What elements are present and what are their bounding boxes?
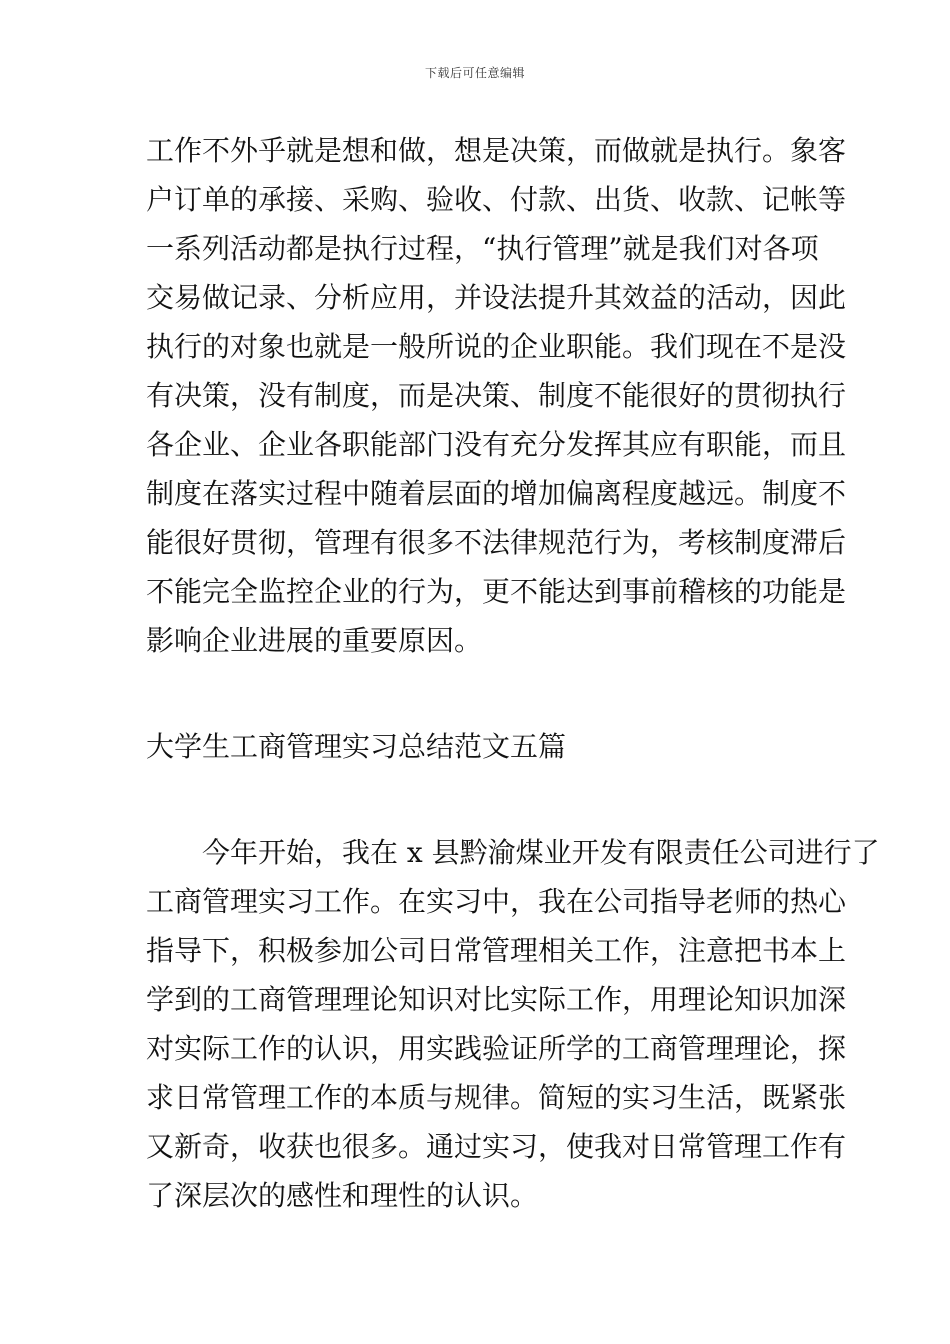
paragraph-line: 制度在落实过程中随着层面的增加偏离程度越远。制度不 [146,477,847,510]
paragraph-line: 执行的对象也就是一般所说的企业职能。我们现在不是没 [146,330,847,363]
paragraph-line: 学到的工商管理理论知识对比实际工作，用理论知识加深 [146,983,847,1016]
paragraph-line: 又新奇，收获也很多。通过实习，使我对日常管理工作有 [146,1130,847,1163]
paragraph-line: 指导下，积极参加公司日常管理相关工作，注意把书本上 [146,934,847,967]
paragraph-line: 工作不外乎就是想和做，想是决策，而做就是执行。象客 [146,134,847,167]
page-header: 下载后可任意编辑 [424,66,525,80]
paragraph-line: 求日常管理工作的本质与规律。简短的实习生活，既紧张 [146,1081,847,1114]
paragraph-line: 今年开始，我在 x 县黔渝煤业开发有限责任公司进行了 [202,836,880,869]
paragraph-line: 了深层次的感性和理性的认识。 [146,1179,539,1212]
paragraph-line: 户订单的承接、采购、验收、付款、出货、收款、记帐等 [146,183,847,216]
paragraph-line: 不能完全监控企业的行为，更不能达到事前稽核的功能是 [146,575,847,608]
paragraph-line: 一系列活动都是执行过程，“执行管理”就是我们对各项 [146,232,819,265]
paragraph-line: 各企业、企业各职能部门没有充分发挥其应有职能，而且 [146,428,847,461]
paragraph-line: 有决策，没有制度，而是决策、制度不能很好的贯彻执行 [146,379,847,412]
section-title: 大学生工商管理实习总结范文五篇 [146,730,567,763]
paragraph-line: 能很好贯彻，管理有很多不法律规范行为，考核制度滞后 [146,526,847,559]
paragraph-line: 对实际工作的认识，用实践验证所学的工商管理理论，探 [146,1032,847,1065]
paragraph-line: 影响企业进展的重要原因。 [146,624,483,657]
paragraph-line: 工商管理实习工作。在实习中，我在公司指导老师的热心 [146,885,847,918]
paragraph-line: 交易做记录、分析应用，并设法提升其效益的活动，因此 [146,281,847,314]
